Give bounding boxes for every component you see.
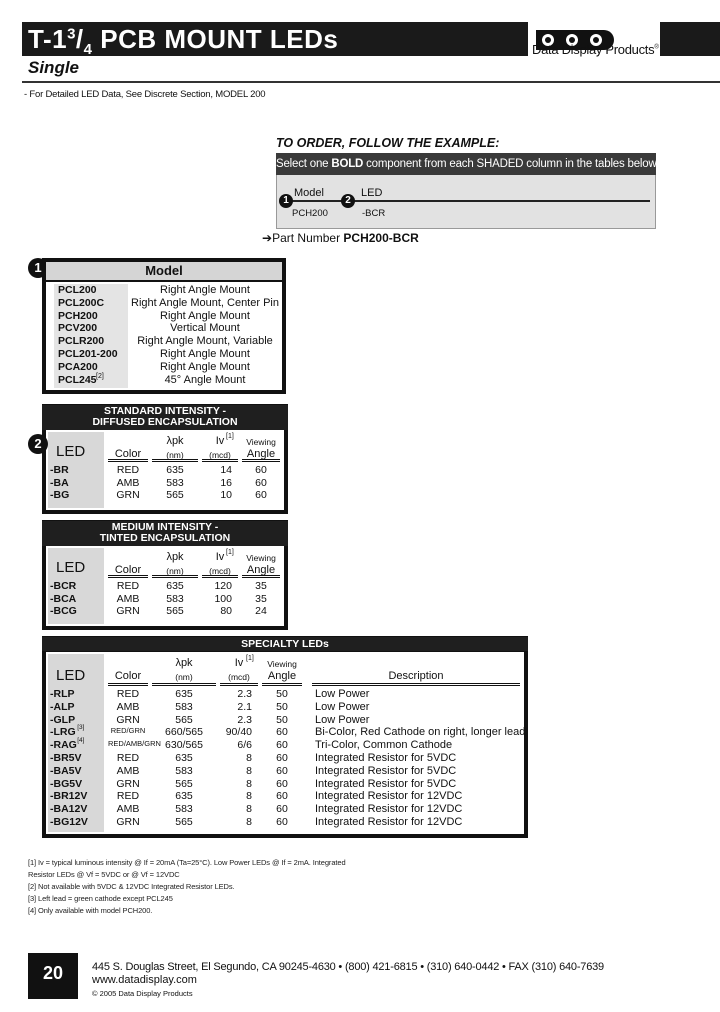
iv-footnote-ref: [1] — [246, 655, 254, 662]
led-lambda-cell: 565 — [175, 713, 193, 726]
led-iv-cell: 120 — [214, 580, 232, 592]
data-note: - For Detailed LED Data, See Discrete Section, MODEL 200 — [24, 89, 266, 100]
led-angle-cell: 60 — [276, 764, 288, 777]
led-angle-cell: 60 — [276, 726, 288, 739]
led-code: -BA12V — [50, 803, 88, 816]
led-iv-cell: 8 — [246, 790, 252, 803]
led-iv-cell: 8 — [246, 777, 252, 790]
model-description: Right Angle Mount, Center Pin — [131, 296, 279, 309]
led-code: -BCR — [50, 580, 77, 592]
iv-header-label: Iv — [234, 657, 244, 669]
led-iv-cell: 80 — [220, 605, 232, 617]
led-desc-cell: Tri-Color, Common Cathode — [315, 739, 453, 752]
led-iv-cell: 90/40 — [225, 726, 252, 739]
led-iv-cell: 8 — [246, 816, 252, 828]
specialty-table-title: SPECIALTY LEDs — [42, 637, 528, 651]
led-lambda-cell: 635 — [166, 464, 184, 476]
led-angle-cell: 60 — [255, 489, 267, 501]
led-iv-cell: 16 — [220, 476, 232, 489]
led-color-cell: GRN — [116, 605, 140, 617]
led-angle-cell: 50 — [276, 688, 288, 700]
angle-header-label: Viewing — [246, 553, 276, 563]
model-description: Right Angle Mount — [160, 360, 250, 373]
lambda-header-label: (nm) — [175, 672, 193, 682]
led-lambda-cell: 583 — [166, 476, 184, 489]
led-code: -LRG — [50, 726, 76, 739]
led-color-cell: AMB — [116, 476, 140, 489]
led-angle-cell: 60 — [276, 816, 288, 828]
led-color-cell: RED — [116, 580, 140, 592]
page-number: 20 — [28, 953, 78, 999]
led-color-cell: GRN — [116, 713, 140, 726]
iv-header-label: (mcd) — [209, 566, 231, 576]
led-angle-cell: 50 — [276, 700, 288, 713]
led-code: -ALP — [50, 700, 75, 713]
led-color-cell: RED — [116, 464, 140, 476]
footnote: [3] Left lead = green cathode except PCL245 — [28, 894, 173, 903]
led-desc-cell: Integrated Resistor for 5VDC — [315, 752, 457, 764]
led-lambda-cell: 660/565 — [165, 726, 203, 739]
led-lambda-cell: 635 — [175, 688, 193, 700]
led-angle-cell: 60 — [276, 803, 288, 816]
model-table-heading: Model — [46, 262, 282, 282]
led-angle-cell: 60 — [255, 464, 267, 476]
model-description: Vertical Mount — [170, 322, 240, 335]
led-lambda-cell: 583 — [166, 592, 184, 605]
led-lambda-cell: 635 — [166, 580, 184, 592]
led-lambda-cell: 635 — [175, 790, 193, 803]
led-iv-cell: 8 — [246, 764, 252, 777]
lambda-header-label: (nm) — [166, 450, 184, 460]
part-number-example: ➔Part Number PCH200-BCR — [262, 231, 419, 245]
led-angle-cell: 24 — [255, 605, 267, 617]
led-step-badge: 2 — [28, 434, 48, 454]
description-header-label: Description — [388, 670, 444, 682]
led-lambda-cell: 583 — [175, 764, 193, 777]
iv-header-label: Iv — [215, 551, 225, 563]
led-color-cell: RED — [116, 752, 140, 764]
model-description: Right Angle Mount — [160, 284, 250, 296]
model-footnote-ref: [2] — [96, 372, 104, 380]
led-color-cell: AMB — [116, 592, 140, 605]
iv-footnote-ref: [1] — [226, 433, 234, 440]
led-header: LED — [56, 667, 86, 684]
led-footnote-ref: [3] — [77, 724, 85, 732]
led-lambda-cell: 565 — [166, 489, 184, 501]
step-2-badge: 2 — [341, 194, 355, 208]
title-bar — [22, 22, 528, 59]
color-header-label: Color — [114, 670, 142, 682]
led-desc-cell: Low Power — [315, 688, 370, 700]
model-description: Right Angle Mount, Variable — [137, 335, 273, 348]
led-lambda-cell: 630/565 — [165, 739, 203, 752]
led-iv-cell: 2.3 — [237, 713, 252, 726]
led-angle-cell: 60 — [276, 790, 288, 803]
led-color-cell: RED/GRN — [110, 726, 146, 736]
website-link[interactable]: www.datadisplay.com — [92, 974, 197, 986]
angle-header-label: Viewing — [267, 659, 297, 669]
footnote: Resistor LEDs @ Vf = 5VDC or @ Vf = 12VDC — [28, 870, 180, 879]
model-code: PCL200C — [58, 296, 105, 309]
led-lambda-cell: 583 — [175, 700, 193, 713]
footnote: [1] Iv = typical luminous intensity @ If = 20mA (Ta=25°C). Low Power LEDs @ If = 2mA. Integrated — [28, 858, 346, 867]
led-code: -RLP — [50, 688, 75, 700]
model-code: PCL200 — [58, 284, 97, 296]
led-color-cell: GRN — [116, 777, 140, 790]
led-code: -BG5V — [50, 777, 83, 790]
arrow-right-icon: ➔ — [262, 231, 273, 245]
led-color-cell: GRN — [116, 816, 140, 828]
color-header-label: Color — [114, 448, 142, 460]
led-angle-cell: 60 — [276, 777, 288, 790]
led-code: -BCG — [50, 605, 77, 617]
led-desc-cell: Integrated Resistor for 5VDC — [315, 777, 457, 790]
brand-name: Data Display Products® — [532, 42, 659, 57]
led-desc-cell: Low Power — [315, 700, 370, 713]
led-code: -GLP — [50, 713, 76, 726]
model-code: PCLR200 — [58, 335, 105, 348]
led-footnote-ref: [4] — [77, 737, 85, 745]
led-iv-cell: 8 — [246, 752, 252, 764]
angle-header-label: Angle — [246, 564, 276, 576]
led-lambda-cell: 583 — [175, 803, 193, 816]
lambda-header-label: λpk — [166, 551, 184, 563]
step-1-value: PCH200 — [292, 208, 328, 219]
order-connector-line — [284, 200, 650, 202]
led-lambda-cell: 565 — [175, 777, 193, 790]
led-code: -BR12V — [50, 790, 88, 803]
model-description: Right Angle Mount — [160, 348, 250, 360]
lambda-header-label: λpk — [166, 435, 184, 447]
step-2-value: -BCR — [362, 208, 386, 219]
model-code: PCH200 — [58, 309, 98, 322]
angle-header-label: Angle — [267, 670, 297, 682]
led-color-cell: RED — [116, 790, 140, 803]
iv-header-label: (mcd) — [228, 672, 250, 682]
color-header-label: Color — [114, 564, 142, 576]
led-iv-cell: 8 — [246, 803, 252, 816]
copyright: © 2005 Data Display Products — [92, 989, 193, 998]
order-instruction: Select one BOLD component from each SHADED column in the tables below. — [276, 153, 656, 175]
led-code: -BR5V — [50, 752, 82, 764]
led-iv-cell: 10 — [220, 489, 232, 501]
standard-table-title: STANDARD INTENSITY - DIFFUSED ENCAPSULATION — [42, 405, 288, 430]
step-1-badge: 1 — [279, 194, 293, 208]
led-angle-cell: 60 — [276, 739, 288, 752]
subtitle: Single — [28, 58, 80, 77]
page-title: $T-1^3/_4$ PCB MOUNT LEDs — [28, 24, 339, 59]
led-desc-cell: Integrated Resistor for 5VDC — [315, 764, 457, 777]
led-code: -RAG — [50, 739, 77, 752]
led-lambda-cell: 565 — [166, 605, 184, 617]
led-desc-cell: Bi-Color, Red Cathode on right, longer lead — [315, 726, 526, 739]
led-code: -BR — [50, 464, 69, 476]
led-code: -BA — [50, 476, 69, 489]
led-angle-cell: 50 — [276, 713, 288, 726]
led-angle-cell: 60 — [276, 752, 288, 764]
angle-header-label: Viewing — [246, 437, 276, 447]
led-code: -BG12V — [50, 816, 88, 828]
led-angle-cell: 60 — [255, 476, 267, 489]
lambda-header-label: (nm) — [166, 566, 184, 576]
led-code: -BG — [50, 489, 70, 501]
led-iv-cell: 2.3 — [237, 688, 252, 700]
model-code: PCL245 — [58, 373, 97, 386]
led-desc-cell: Integrated Resistor for 12VDC — [315, 816, 463, 828]
header-rule — [22, 81, 720, 83]
led-color-cell: AMB — [116, 700, 140, 713]
led-code: -BCA — [50, 592, 77, 605]
iv-header-label: (mcd) — [209, 450, 231, 460]
led-lambda-cell: 635 — [175, 752, 193, 764]
model-code: PCV200 — [58, 322, 98, 335]
company-address: 445 S. Douglas Street, El Segundo, CA 90245-4630 • (800) 421-6815 • (310) 640-0442 • FAX (310) 640-7639 — [92, 961, 604, 973]
iv-header-label: Iv — [215, 435, 225, 447]
led-header: LED — [56, 443, 86, 460]
led-angle-cell: 35 — [255, 580, 267, 592]
step-1-label: Model — [294, 187, 324, 199]
footnote: [4] Only available with model PCH200. — [28, 906, 153, 915]
led-lambda-cell: 565 — [175, 816, 193, 828]
model-description: Right Angle Mount — [160, 309, 250, 322]
led-angle-cell: 35 — [255, 592, 267, 605]
medium-table-title: MEDIUM INTENSITY - TINTED ENCAPSULATION — [42, 521, 288, 546]
header-right-bar — [660, 22, 720, 56]
model-step-badge: 1 — [28, 258, 48, 278]
led-iv-cell: 6/6 — [237, 739, 252, 752]
lambda-header-label: λpk — [175, 657, 193, 669]
footnote: [2] Not available with 5VDC & 12VDC Integrated Resistor LEDs. — [28, 882, 235, 891]
led-color-cell: AMB — [116, 764, 140, 777]
led-iv-cell: 2.1 — [237, 700, 252, 713]
led-color-cell: GRN — [116, 489, 140, 501]
order-heading: TO ORDER, FOLLOW THE EXAMPLE: — [276, 136, 500, 150]
led-desc-cell: Low Power — [315, 713, 370, 726]
model-code: PCA200 — [58, 360, 98, 373]
model-code: PCL201-200 — [58, 348, 118, 360]
model-description: 45° Angle Mount — [164, 373, 246, 386]
led-iv-cell: 100 — [214, 592, 232, 605]
iv-footnote-ref: [1] — [226, 549, 234, 556]
led-iv-cell: 14 — [220, 464, 232, 476]
led-color-cell: RED — [116, 688, 140, 700]
angle-header-label: Angle — [246, 448, 276, 460]
led-color-cell: AMB — [116, 803, 140, 816]
led-header: LED — [56, 559, 86, 576]
led-desc-cell: Integrated Resistor for 12VDC — [315, 803, 463, 816]
led-code: -BA5V — [50, 764, 82, 777]
led-desc-cell: Integrated Resistor for 12VDC — [315, 790, 463, 803]
led-color-cell: RED/AMB/GRN — [108, 739, 161, 749]
step-2-label: LED — [361, 187, 383, 199]
